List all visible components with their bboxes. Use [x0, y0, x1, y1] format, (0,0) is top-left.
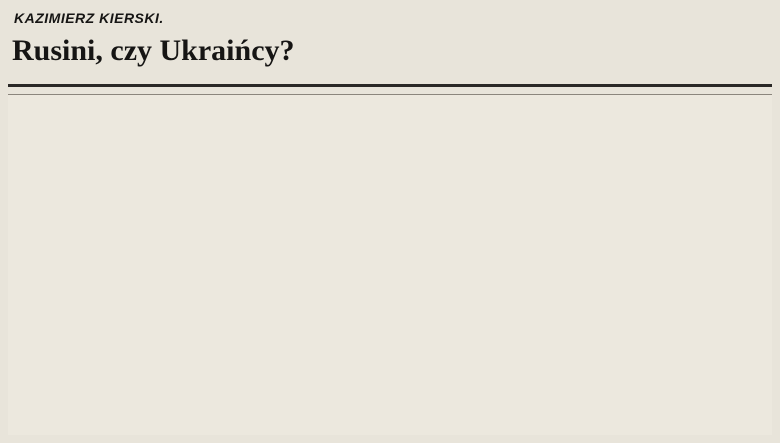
article-body-area	[8, 94, 772, 435]
headline: Rusini, czy Ukraińcy?	[12, 34, 295, 67]
byline: KAZIMIERZ KIERSKI.	[14, 10, 164, 26]
header-rule	[8, 84, 772, 87]
